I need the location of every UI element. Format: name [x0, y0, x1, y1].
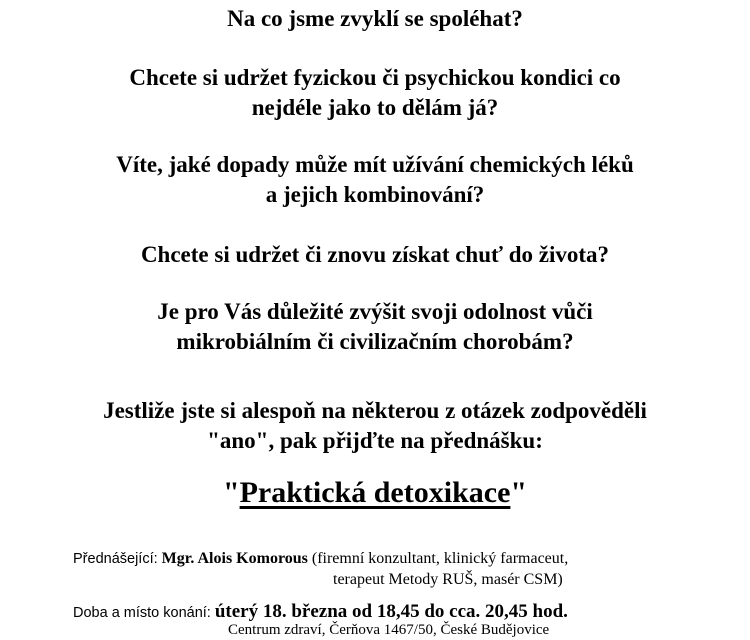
lecture-name: Praktická detoxikace	[239, 476, 511, 509]
invitation-line: Jestliže jste si alespoň na některou z otázek zodpověděli	[103, 398, 647, 423]
question-line: mikrobiálním či civilizačním chorobám?	[176, 329, 574, 354]
question-5	[0, 297, 750, 357]
question-4	[0, 240, 750, 270]
event-datetime: úterý 18. března od 18,45 do cca. 20,45 hod.	[214, 601, 568, 622]
lecturer-name: Mgr. Alois Komorous	[161, 550, 308, 567]
lecturer-line	[73, 548, 568, 570]
quote-close: "	[510, 476, 528, 509]
question-3	[0, 150, 750, 210]
event-label: Doba a místo konání:	[73, 605, 211, 621]
question-2	[0, 63, 750, 123]
question-line: Chcete si udržet fyzickou či psychickou kondici co	[129, 65, 621, 90]
invitation	[0, 396, 750, 456]
question-line: a jejich kombinování?	[265, 182, 485, 207]
question-line: Na co jsme zvyklí se spoléhat?	[227, 6, 523, 31]
lecturer-roles-1: (firemní konzultant, klinický farmaceut,	[311, 550, 569, 567]
lecturer-label: Přednášející:	[73, 551, 158, 567]
question-line: Víte, jaké dopady může mít užívání chemických léků	[116, 152, 634, 177]
lecturer-roles-2: terapeut Metody RUŠ, masér CSM)	[333, 571, 563, 588]
invitation-line: "ano", pak přijďte na přednášku:	[207, 428, 543, 453]
event-place: Centrum zdraví, Čerňova 1467/50, České Budějovice	[228, 622, 550, 638]
lecture-title	[0, 476, 750, 510]
question-line: Chcete si udržet či znovu získat chuť do života?	[140, 242, 610, 267]
question-1	[0, 4, 750, 34]
question-line: nejdéle jako to dělám já?	[251, 95, 499, 120]
question-line: Je pro Vás důležité zvýšit svoji odolnost vůči	[157, 299, 593, 324]
quote-open: "	[222, 476, 240, 509]
